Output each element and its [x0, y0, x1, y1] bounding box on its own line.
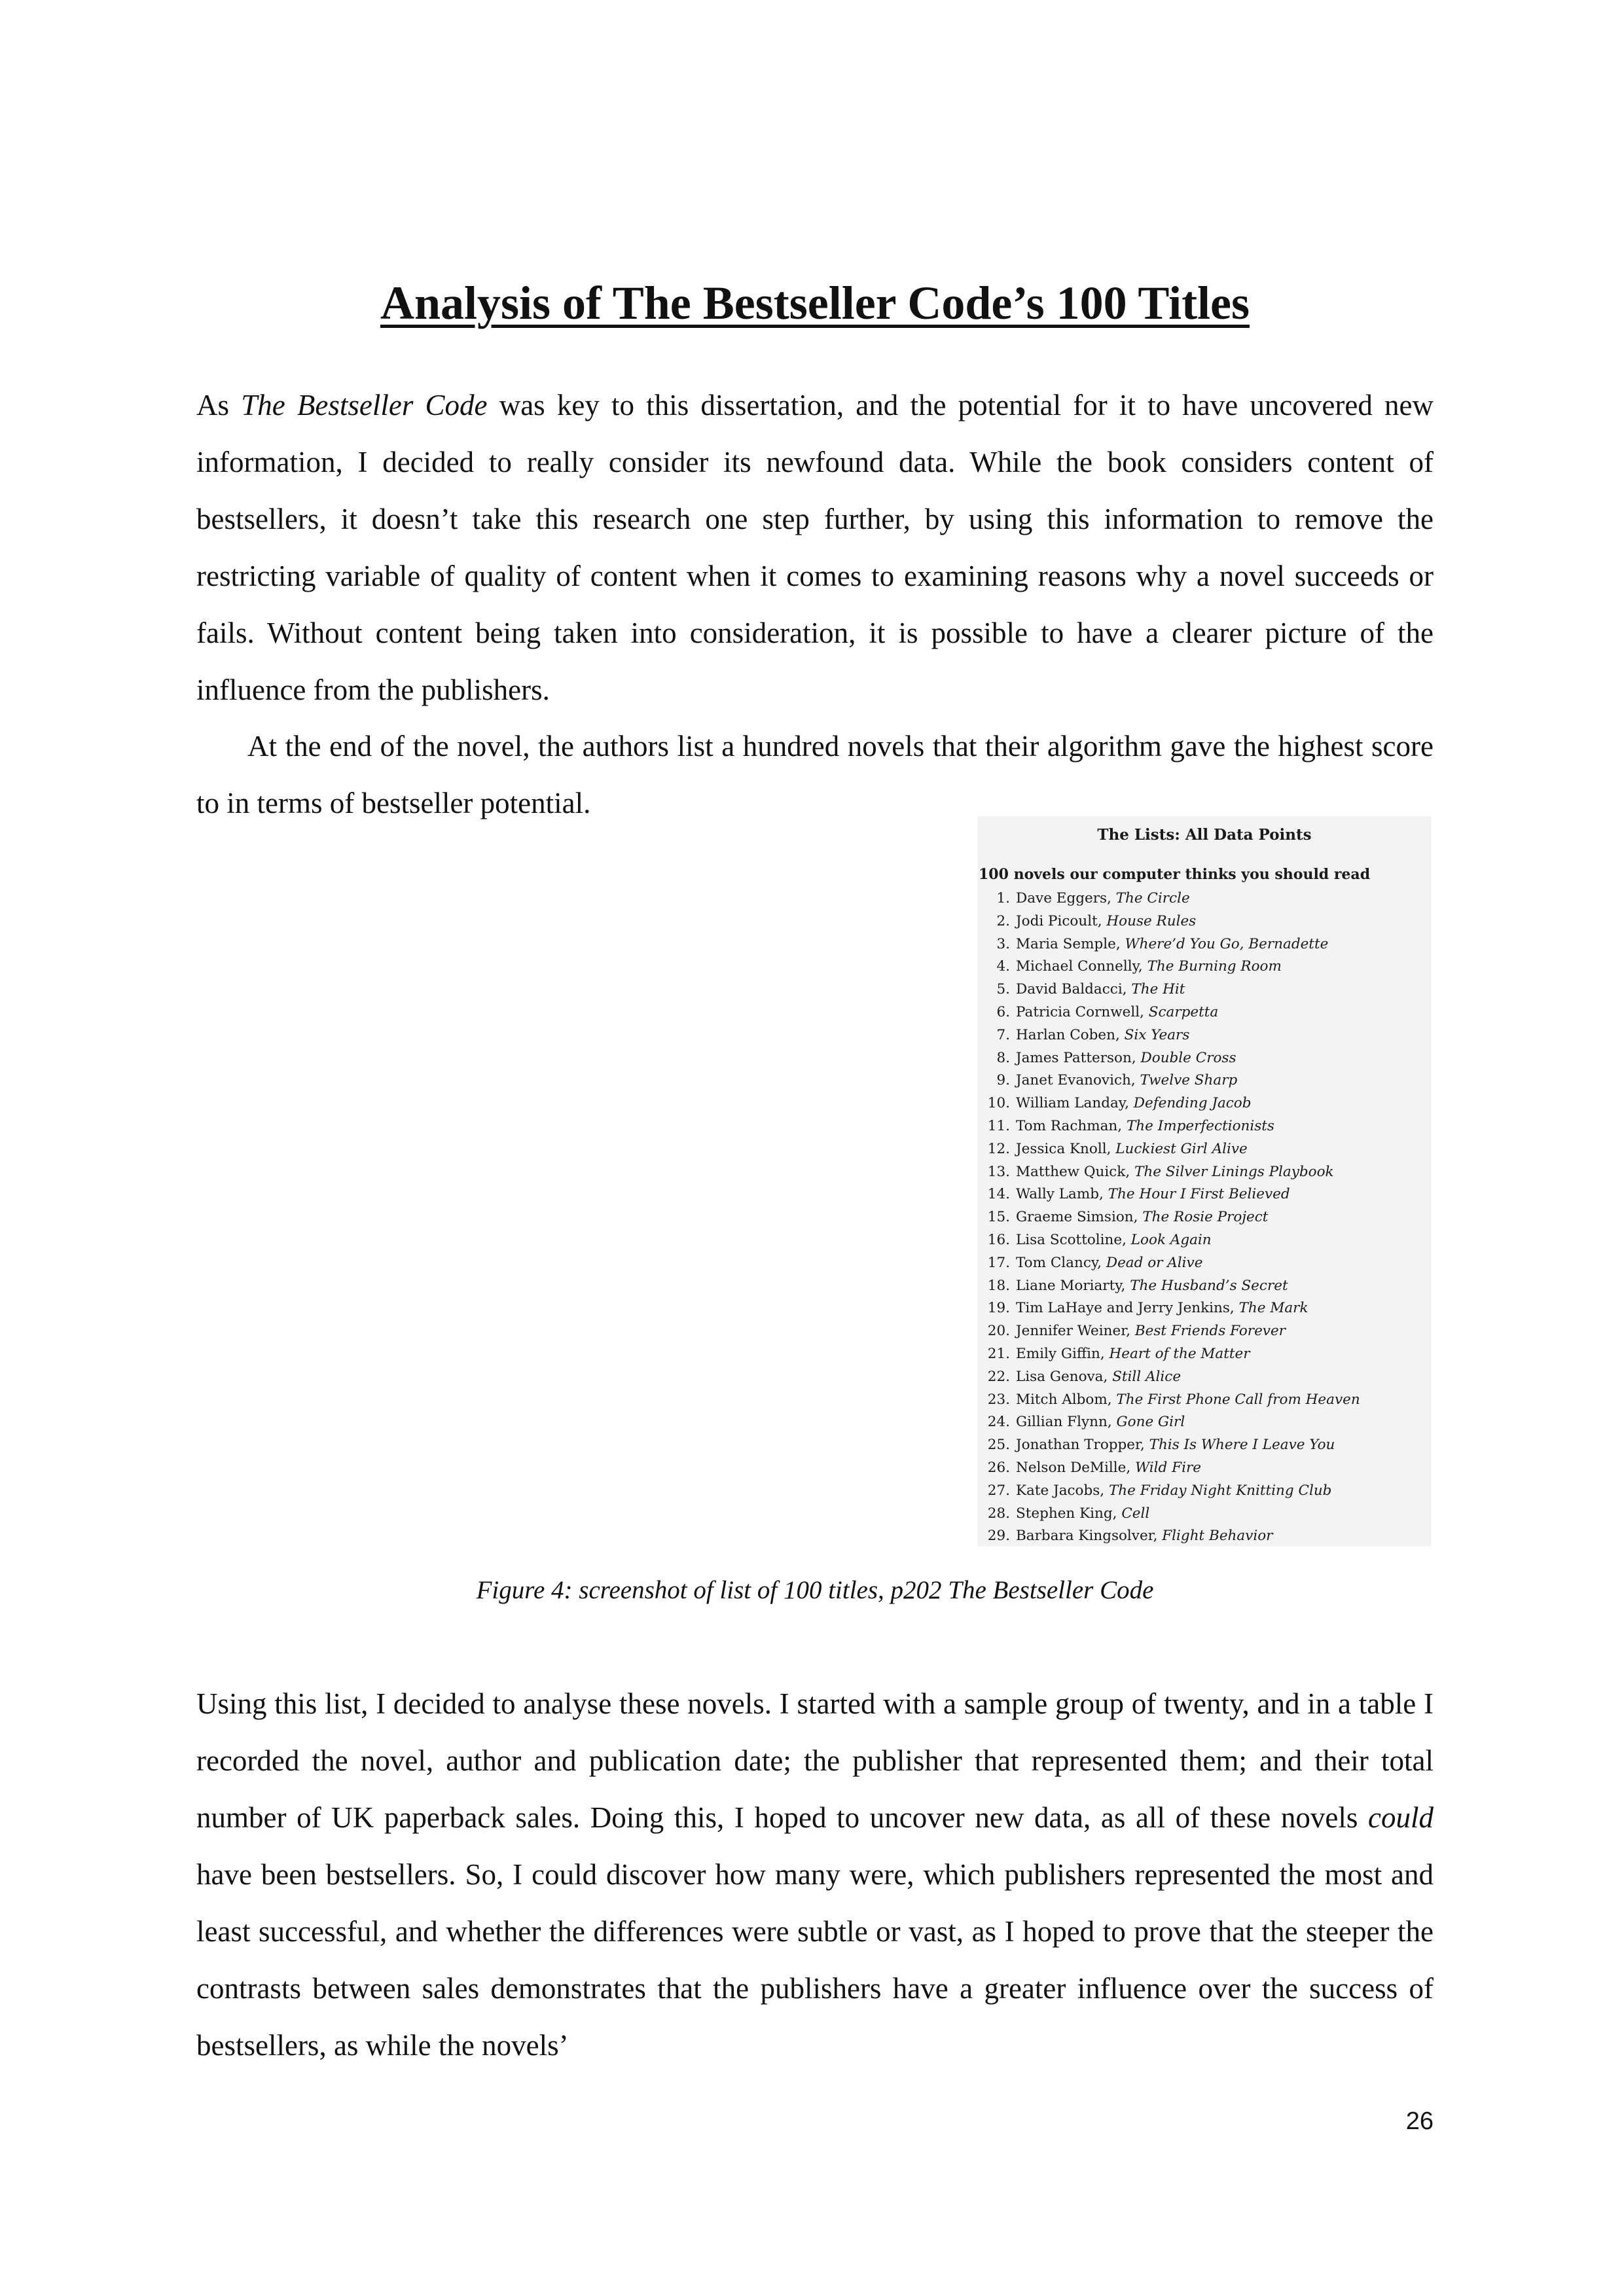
list-item [977, 1183, 1360, 1206]
list-item-book-title: The Husband’s Secret [1130, 1277, 1288, 1294]
list-item-author: Michael Connelly, [1016, 958, 1147, 975]
list-item-author: Tom Rachman, [1016, 1117, 1127, 1134]
body-paragraph-2: At the end of the novel, the authors list a hundred novels that their algorithm gave the highest score to in terms of bestseller potential. [196, 730, 1434, 819]
body-paragraph-1 [196, 377, 1434, 719]
list-item [977, 1525, 1360, 1548]
list-item [977, 1001, 1360, 1024]
list-item-author: Harlan Coben, [1016, 1026, 1125, 1043]
list-item-number: 22. [987, 1368, 1010, 1385]
novel-list [977, 888, 1360, 1548]
paragraph-3-text-b: have been bestsellers. So, I could discover how many were, which publishers represented the most and least successful, and whether the differences were subtle or vast, as I hoped to prove that the steeper the contrasts between sales demonstrates that the publishers have a greater influence over the success of bestsellers, as while the novels’ [196, 1858, 1434, 2062]
list-item [977, 888, 1360, 910]
list-item-author: Tom Clancy, [1016, 1254, 1106, 1271]
emphasis-italic: could [1368, 1801, 1434, 1834]
list-item-author: Jessica Knoll, [1016, 1140, 1116, 1157]
list-item-author: William Landay, [1016, 1095, 1134, 1112]
list-item-book-title: The Imperfectionists [1126, 1117, 1274, 1134]
list-item [977, 956, 1360, 978]
list-item-number: 2. [996, 912, 1010, 929]
list-item-author: Jodi Picoult, [1016, 912, 1107, 929]
list-item-book-title: Heart of the Matter [1109, 1345, 1250, 1362]
body-paragraph-3 [196, 1676, 1434, 2074]
list-item-book-title: Dead or Alive [1106, 1254, 1203, 1271]
list-item-number: 6. [996, 1003, 1010, 1020]
list-item [977, 1138, 1360, 1161]
list-item-author: Wally Lamb, [1016, 1186, 1108, 1203]
list-item-author: Jonathan Tropper, [1016, 1437, 1149, 1454]
figure-subheading: 100 novels our computer thinks you should read [979, 866, 1371, 883]
list-item-book-title: Where’d You Go, Bernadette [1125, 935, 1329, 952]
list-item [977, 1252, 1360, 1275]
list-item-number: 27. [987, 1482, 1010, 1499]
list-item-author: David Baldacci, [1016, 981, 1132, 998]
list-item [977, 1457, 1360, 1480]
list-item [977, 1092, 1360, 1115]
list-item-number: 18. [987, 1277, 1010, 1294]
list-item [977, 1161, 1360, 1184]
list-item-book-title: Cell [1121, 1505, 1150, 1522]
list-item [977, 1275, 1360, 1298]
paragraph-1-text: was key to this dissertation, and the potential for it to have uncovered new information, I decided to really consider its newfound data. While the book considers content of bestsellers, it doesn’t take this research one step further, by using this information to remove the restricting variable of quality of content when it comes to examining reasons why a novel succeeds or fails. Without content being taken into consideration, it is possible to have a clearer picture of the influence from the publishers. [196, 389, 1434, 706]
list-item-number: 24. [987, 1414, 1010, 1431]
paragraph-1-prefix: As [196, 389, 242, 422]
paragraph-3-text-a: Using this list, I decided to analyse these novels. I started with a sample group of twenty, and in a table I recorded the novel, author and publication date; the publisher that represented them; and their total number of UK paperback sales. Doing this, I hoped to uncover new data, as all of these novels [196, 1687, 1434, 1834]
list-item-book-title: The Burning Room [1147, 958, 1282, 975]
list-item-number: 12. [987, 1140, 1010, 1157]
figure-heading: The Lists: All Data Points [1097, 826, 1312, 844]
list-item-number: 19. [987, 1300, 1010, 1317]
list-item-author: Nelson DeMille, [1016, 1459, 1136, 1476]
list-item-book-title: The Mark [1238, 1300, 1308, 1317]
list-item [977, 1069, 1360, 1092]
list-item-book-title: The Hour I First Believed [1108, 1186, 1290, 1203]
list-item [977, 1503, 1360, 1526]
list-item-book-title: The Hit [1131, 981, 1185, 998]
list-item [977, 1206, 1360, 1229]
list-item-author: Mitch Albom, [1016, 1391, 1117, 1408]
list-item-author: Liane Moriarty, [1016, 1277, 1130, 1294]
list-item-book-title: This Is Where I Leave You [1149, 1437, 1335, 1454]
list-item [977, 1024, 1360, 1047]
list-item-book-title: Still Alice [1112, 1368, 1182, 1385]
list-item [977, 1320, 1360, 1343]
list-item-author: James Patterson, [1016, 1049, 1141, 1066]
list-item-book-title: Double Cross [1140, 1049, 1236, 1066]
list-item [977, 1297, 1360, 1320]
list-item [977, 1434, 1360, 1457]
list-item-number: 4. [996, 958, 1010, 975]
list-item-author: Dave Eggers, [1016, 890, 1116, 906]
list-item-number: 21. [987, 1345, 1010, 1362]
figure-caption: Figure 4: screenshot of list of 100 titles, p202 The Bestseller Code [476, 1576, 1154, 1604]
list-item [977, 1229, 1360, 1252]
list-item [977, 910, 1360, 933]
list-item-number: 25. [987, 1437, 1010, 1454]
list-item-number: 10. [987, 1095, 1010, 1112]
list-item-author: Gillian Flynn, [1016, 1414, 1117, 1431]
figure-screenshot-list [977, 816, 1432, 1547]
list-item-number: 16. [987, 1231, 1010, 1248]
list-item-book-title: Wild Fire [1135, 1459, 1201, 1476]
list-item-number: 11. [987, 1117, 1010, 1134]
list-item-book-title: The Friday Night Knitting Club [1108, 1482, 1332, 1499]
list-item-author: Lisa Scottoline, [1016, 1231, 1131, 1248]
list-item-author: Kate Jacobs, [1016, 1482, 1109, 1499]
list-item-book-title: Six Years [1124, 1026, 1190, 1043]
list-item-number: 5. [996, 981, 1010, 998]
list-item-book-title: The Silver Linings Playbook [1134, 1163, 1334, 1180]
list-item-author: Patricia Cornwell, [1016, 1003, 1149, 1020]
list-item-author: Graeme Simsion, [1016, 1209, 1143, 1226]
list-item-author: Janet Evanovich, [1016, 1072, 1140, 1089]
list-item-book-title: Scarpetta [1148, 1003, 1219, 1020]
list-item-number: 13. [987, 1163, 1010, 1180]
list-item [977, 1411, 1360, 1434]
list-item [977, 1389, 1360, 1412]
list-item-number: 1. [996, 890, 1010, 906]
list-item-number: 26. [987, 1459, 1010, 1476]
list-item [977, 1343, 1360, 1366]
list-item-author: Barbara Kingsolver, [1016, 1528, 1163, 1545]
list-item-book-title: The First Phone Call from Heaven [1116, 1391, 1360, 1408]
list-item-number: 14. [987, 1186, 1010, 1203]
list-item [977, 978, 1360, 1001]
list-item-author: Emily Giffin, [1016, 1345, 1110, 1362]
list-item-number: 28. [987, 1505, 1010, 1522]
list-item-book-title: Twelve Sharp [1140, 1072, 1238, 1089]
book-title-italic: The Bestseller Code [241, 389, 488, 422]
list-item [977, 1047, 1360, 1070]
list-item-author: Maria Semple, [1016, 935, 1125, 952]
list-item-book-title: The Circle [1115, 890, 1190, 906]
list-item-number: 23. [987, 1391, 1010, 1408]
list-item-book-title: House Rules [1106, 912, 1197, 929]
list-item-author: Lisa Genova, [1016, 1368, 1113, 1385]
list-item-author: Tim LaHaye and Jerry Jenkins, [1016, 1300, 1239, 1317]
list-item-book-title: Luckiest Girl Alive [1115, 1140, 1248, 1157]
list-item-number: 8. [996, 1049, 1010, 1066]
list-item-number: 3. [996, 935, 1010, 952]
list-item-book-title: Flight Behavior [1162, 1528, 1273, 1545]
list-item [977, 933, 1360, 956]
list-item [977, 1366, 1360, 1389]
list-item-number: 20. [987, 1323, 1010, 1340]
list-item-book-title: Defending Jacob [1133, 1095, 1252, 1112]
list-item-book-title: Look Again [1130, 1231, 1212, 1248]
list-item-book-title: Best Friends Forever [1134, 1323, 1286, 1340]
list-item-author: Jennifer Weiner, [1016, 1323, 1135, 1340]
list-item [977, 1480, 1360, 1503]
list-item-number: 7. [996, 1026, 1010, 1043]
list-item [977, 1115, 1360, 1138]
list-item-author: Matthew Quick, [1016, 1163, 1135, 1180]
list-item-number: 17. [987, 1254, 1010, 1271]
list-item-book-title: Gone Girl [1116, 1414, 1185, 1431]
list-item-author: Stephen King, [1016, 1505, 1122, 1522]
page-title: Analysis of The Bestseller Code’s 100 Titles [380, 277, 1250, 329]
page-number: 26 [1405, 2108, 1434, 2135]
list-item-number: 9. [996, 1072, 1010, 1089]
list-item-number: 15. [987, 1209, 1010, 1226]
list-item-book-title: The Rosie Project [1142, 1209, 1269, 1226]
list-item-number: 29. [987, 1528, 1010, 1545]
